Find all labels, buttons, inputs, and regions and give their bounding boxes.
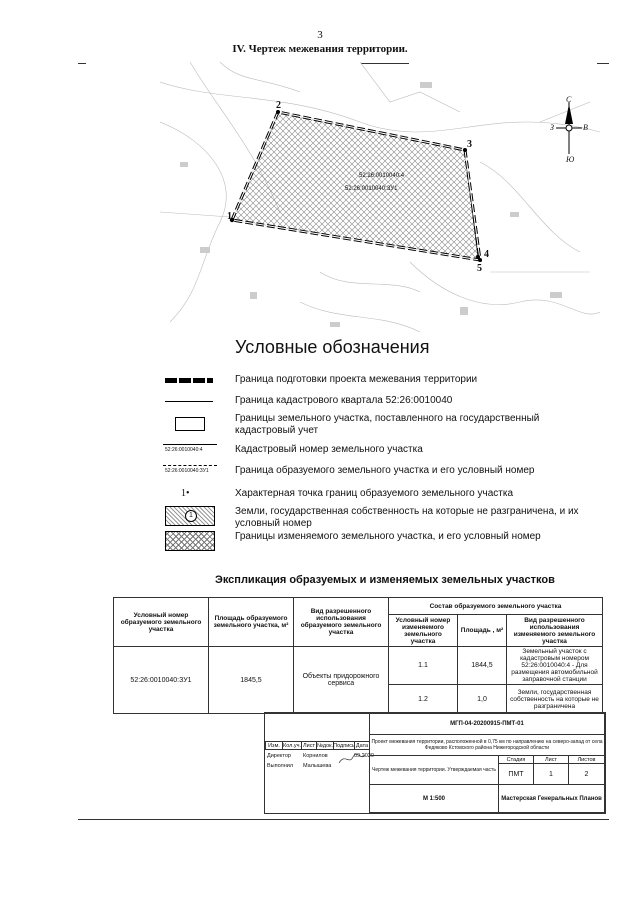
- stamp-executor-name: Малышева: [303, 763, 332, 769]
- stamp-company: Мастерская Генеральных Планов: [498, 784, 605, 813]
- header-composition: Состав образуемого земельного участка: [389, 598, 603, 615]
- header-rule-left: [78, 63, 86, 64]
- quarter-boundary-symbol: [165, 395, 213, 409]
- explication-table: [113, 597, 603, 714]
- stamp-executor-role: Выполнил: [267, 763, 294, 769]
- row-area: 1845,5: [209, 647, 294, 714]
- header-sub-area: Площадь , м²: [458, 615, 507, 647]
- project-boundary-symbol: [165, 374, 213, 388]
- point-label-2: 2: [276, 100, 281, 111]
- legend-text-2: Граница кадастрового квартала 52:26:0010040: [235, 395, 453, 406]
- header-sub-number: Условный номер изменяемого земельного участка: [389, 615, 458, 647]
- sub-row-2-number: 1.2: [389, 685, 458, 714]
- point-label-5: 5: [477, 263, 482, 274]
- compass-south: Ю: [566, 155, 575, 164]
- header-area: Площадь образуемого земельного участка, м²: [209, 598, 294, 647]
- compass-west: З: [550, 123, 554, 132]
- legend-title: Условные обозначения: [235, 337, 430, 357]
- signature-icon: [337, 751, 367, 767]
- header-use: Вид разрешенного использования образуемого земельного участка: [294, 598, 389, 647]
- page-number: 3: [317, 29, 323, 41]
- point-label-3: 3: [467, 139, 472, 150]
- new-parcel-sample: 52:26:0010040:ЗУ1: [165, 468, 209, 474]
- stamp-stage-label: Стадия: [498, 755, 534, 764]
- stamp-stage: ПМТ: [498, 763, 534, 785]
- footer-rule: [78, 819, 609, 820]
- point-label-1: 1: [227, 211, 232, 222]
- point-label-4: 4: [484, 249, 489, 260]
- sub-row-2-area: 1,0: [458, 685, 507, 714]
- new-parcel-symbol: [165, 465, 213, 479]
- stamp-date: 09.2020: [354, 753, 374, 759]
- explication-title: Экспликация образуемых и изменяемых земельных участков: [215, 574, 555, 586]
- compass-icon: [556, 102, 582, 154]
- table-row: [114, 647, 603, 685]
- header-sub-use: Вид разрешенного использования изменяемого земельного участка: [507, 615, 603, 647]
- changed-parcel-symbol: [165, 531, 215, 551]
- sub-row-1-number: 1.1: [389, 647, 458, 685]
- map-parcel-new: 52:26:0010040:ЗУ1: [345, 186, 398, 192]
- sub-row-1-area: 1844,5: [458, 647, 507, 685]
- legend-text-8: Границы изменяемого земельного участка, и его условный номер: [235, 531, 541, 542]
- stamp-director-name: Корнилов: [303, 753, 328, 759]
- state-land-sample: 1: [185, 510, 197, 522]
- stamp-col-sheet: Лист: [301, 741, 317, 750]
- stamp-sheet-title: Чертеж межевания территории. Утверждаемая часть: [369, 755, 499, 785]
- stamp-scale: М 1:500: [369, 784, 499, 813]
- stamp-sheets: 2: [568, 763, 605, 785]
- legend-text-3: Границы земельного участка, поставленного на государственный кадастровый учет: [235, 413, 540, 436]
- header-number: Условный номер образуемого земельного участка: [114, 598, 209, 647]
- compass-north: С: [566, 95, 572, 104]
- section-title: IV. Чертеж межевания территории.: [232, 43, 408, 55]
- stamp-col-doc: №док.: [316, 742, 334, 749]
- stamp-director-role: Директор: [267, 753, 291, 759]
- stamp-sheets-label: Листов: [568, 755, 605, 764]
- legend-text-1: Граница подготовки проекта межевания территории: [235, 374, 478, 385]
- stamp-project: Проект межевания территории, расположенной в 0,75 км по направлению на северо-запад от села Федяково Кстовского района Нижегородской области: [369, 734, 605, 756]
- sub-row-2-use: Земли, государственная собственность на которые не разграничена: [507, 685, 603, 714]
- legend-text-7: Земли, государственная собственность на которые не разграничена, и их условный номер: [235, 506, 579, 529]
- stamp-col-change: Изм.: [265, 741, 283, 750]
- row-use: Объекты придорожного сервиса: [294, 647, 389, 714]
- cadastral-sample: 52:26:0010040:4: [165, 447, 203, 453]
- site-map: [160, 62, 600, 352]
- point-symbol: [165, 488, 213, 502]
- title-block: [264, 712, 606, 814]
- stamp-sheet: 1: [533, 763, 569, 785]
- compass-east: В: [583, 123, 588, 132]
- row-number: 52:26:0010040:ЗУ1: [114, 647, 209, 714]
- legend-text-5: Граница образуемого земельного участка и его условный номер: [235, 465, 535, 476]
- state-land-symbol: [165, 506, 215, 526]
- map-parcel-existing: 52:26:0010040:4: [359, 173, 405, 179]
- stamp-col-date: Дата: [355, 742, 369, 749]
- stamp-code: МГП-04-20200915-ПМТ-01: [369, 713, 605, 735]
- stamp-col-qty: Кол.уч.: [282, 742, 302, 749]
- legend-text-6: Характерная точка границ образуемого земельного участка: [235, 488, 514, 499]
- cadastral-number-symbol: [165, 444, 213, 458]
- legend-text-4: Кадастровый номер земельного участка: [235, 444, 423, 455]
- stamp-sheet-label: Лист: [533, 755, 569, 764]
- stamp-col-signature: Подпись: [333, 742, 355, 749]
- registered-parcel-symbol: [165, 413, 213, 427]
- sub-row-1-use: Земельный участок с кадастровым номером 52:26:0010040:4 - Для размещения автомобильной заправочной станции: [507, 647, 603, 685]
- point-sample: 1•: [181, 488, 190, 499]
